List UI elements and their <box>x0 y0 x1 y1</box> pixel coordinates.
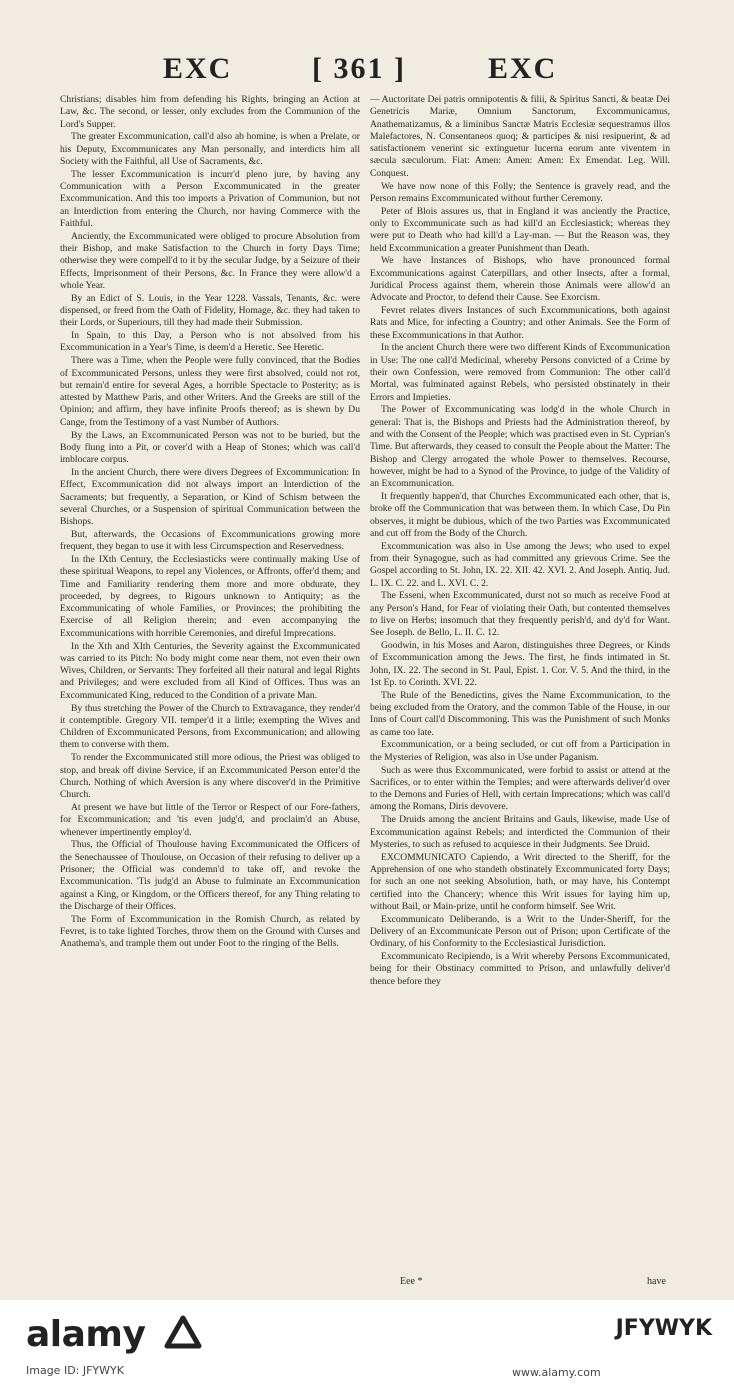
paragraph: In the ancient Church, there were divers Degrees of Excommunication: In Effect, Excommunication did not always import an Interdiction of the Sacraments; but frequently, a Separation, or Kind of Schism between the several Churches, or a Suspension of spiritual Communication between the Bishops. <box>60 466 360 528</box>
paragraph: The Esseni, when Excommunicated, durst not so much as receive Food at any Person's Hand, for Fear of violating their Oath, but contented themselves to live on Herbs; insomuch that they frequently perish'd, and dy'd for Want. See Joseph. de Bello, L. II. C. 12. <box>370 590 670 639</box>
paragraph: The lesser Excommunication is incurr'd pleno jure, by having any Communication with a Person Excommunicated in the greater Excommunication. And this too imports a Privation of Communion, but not an Interdiction from entering the Church, nor having Commerce with the Faithful. <box>60 168 360 229</box>
paragraph: EXCOMMUNICATO Capiendo, a Writ directed to the Sheriff, for the Apprehension of one who standeth obstinately Excommunicated forty Days; for such an one not seeking Absolution, hath, or may have, his Contempt certified into the Chancery; whence this Writ issues for laying him up, without Bail, or Main-prize, until he conform himself. See Writ. <box>370 851 670 912</box>
paragraph: Anciently, the Excommunicated were obliged to procure Absolution from their Bishop, and make Satisfaction to the Church in forty Days Time; otherwise they were compell'd to it by the secular Judge, by a Seizure of their Effects, Imprisonment of their Persons, &c. In France they were allow'd a whole Year. <box>60 230 360 291</box>
paragraph: Peter of Blois assures us, that in England it was anciently the Practice, only to Excommunicate such as had kill'd an Ecclesiastick; whereas they were put to Death who had kill'd a Lay-man. — But the Reason was, they held Excommunication a greater Punishment than Death. <box>370 205 670 254</box>
paragraph: Excommunication was also in Use among the Jews; who used to expel from their Synagogue, such as had committed any grievous Crime. See the Gospel according to St. John, IX. 22. XII. 42. XVI. 2. And Joseph. Antiq. Jud. L. IX. C. 22. and L. XVI. C. 2. <box>370 540 670 589</box>
paragraph: Excommunicato Deliberando, is a Writ to the Under-Sheriff, for the Delivery of an Excommunicate Person out of Prison; upon Certificate of the Ordinary, of his Conformity to the Ecclesiastical Jurisdiction. <box>370 913 670 950</box>
catchword: have <box>647 1276 666 1287</box>
watermark-logo <box>26 1312 203 1355</box>
paragraph: — Auctoritate Dei patris omnipotentis & filii, & Spiritus Sancti, & beatæ Dei Genetricis Mariæ, Omnium Sanctorum, Excommunicamus, Anathematizamus, & a liminibus Sanctæ Matris Ecclesiæ sequestramus illos Malefactores, N. Consentaneos quoq; & participes & nisi resipuerint, & ad satisfactionem venerint sic extinguetur lucerna eorum ante viventem in sæcula sæculorum. Fiat: Amen: Amen: Amen: Ex Emendat. Leg. Will. Conquest. <box>370 94 670 179</box>
paragraph: The Power of Excommunicating was lodg'd in the whole Church in general: That is, the Bishops and Priests had the Administration thereof, by and with the Consent of the People; which was practised even in St. Cyprian's Time. But afterwards, they ceased to consult the People about the Matter: The Bishop and Clergy arrogated the whole Power to themselves. Recourse, however, might be had to a Synod of the Province, to judge of the Validity of an Excommunication. <box>370 404 670 490</box>
paragraph: In the IXth Century, the Ecclesiasticks were continually making Use of these spiritual Weapons, to repel any Violences, or Affronts, offer'd them; and Time and Familiarity rendering them more and more obdurate, they proceeded, by degrees, to Rigours unknown to Antiquity; as the Excommunicating of whole Families, or Provinces; the prohibiting the Exercise of all Religion therein; and even accompanying the Excommunications with horrible Ceremonies, and direful Imprecations. <box>60 553 360 639</box>
paragraph: Thus, the Official of Thoulouse having Excommunicated the Officers of the Senechaussee of Thoulouse, on Occasion of their refusing to deliver up a Prisoner; the Official was condemn'd to take off, and revoke the Excommunication. 'Tis judg'd an Abuse to fulminate an Excommunication against a King, or Kingdom, or the Officers thereof, for any Thing relating to the Discharge of their Offices. <box>60 839 360 912</box>
paragraph: We have Instances of Bishops, who have pronounced formal Excommunications against Caterpillars, and other Insects, after a formal, Juridical Process against them, wherein those Animals were allow'd an Advocate and Proctor, to defend their Cause. See Exorcism. <box>370 255 670 304</box>
paragraph: Such as were thus Excommunicated, were forbid to assist or attend at the Sacrifices, or to enter within the Temples; and were afterwards deliver'd over to the Demons and Furies of Hell, with certain Imprecations; which was call'd among the Romans, Diris devovere. <box>370 764 670 813</box>
paragraph: There was a Time, when the People were fully convinced, that the Bodies of Excommunicated Persons, unless they were first absolved, could not rot, but remain'd entire for several Ages, a horrible Spectacle to Posterity; as is attested by Matthew Paris, and other Writers. And the Greeks are still of the Opinion; and affirm, they have infinite Proofs thereof; as is shewn by Du Cange, from the Testimony of a vast Number of Authors. <box>60 355 360 428</box>
header-page-number: [ 361 ] <box>312 52 406 85</box>
header-right-running-head: EXC <box>488 52 558 85</box>
paragraph: But, afterwards, the Occasions of Excommunications growing more frequent, they began to use it with less Circumspection and Reservedness. <box>60 528 360 553</box>
page-header <box>0 52 734 92</box>
paragraph: In the Xth and XIth Centuries, the Severity against the Excommunicated was carried to its Pitch: No body might come near them, not even their own Wives, Children, or Servants: They forfeited all their natural and legal Rights and Privileges; and were excluded from all Kind of Offices. Thus was an Excommunicated King, reduced to the Condition of a private Man. <box>60 640 360 701</box>
left-column <box>60 94 360 1274</box>
paragraph: The Druids among the ancient Britains and Gauls, likewise, made Use of Excommunication against Rebels; and interdicted the Communion of their Mysteries, to such as refused to acquiesce in their Judgments. See Druid. <box>370 814 670 850</box>
paragraph: The greater Excommunication, call'd also ab homine, is when a Prelate, or his Deputy, Excommunicates any Man personally, and interdicts him all Society with the Faithful, all Use of Sacraments, &c. <box>60 131 360 167</box>
paragraph: In Spain, to this Day, a Person who is not absolved from his Excommunication in a Year's Time, is deem'd a Heretic. See Heretic. <box>60 330 360 354</box>
paragraph: At present we have but little of the Terror or Respect of our Fore-fathers, for Excommunication; and 'tis even judg'd, and proclaim'd an Abuse, whenever impertinently employ'd. <box>60 801 360 838</box>
paragraph: Christians; disables him from defending his Rights, bringing an Action at Law, &c. The second, or lesser, only excludes from the Communion of the Lord's Supper. <box>60 94 360 130</box>
paragraph: The Form of Excommunication in the Romish Church, as related by Fevret, is to take lighted Torches, throw them on the Ground with Curses and Anathema's, and trample them out under Foot to the ringing of the Bells. <box>60 913 360 950</box>
paragraph: In the ancient Church there were two different Kinds of Excommunication in Use: The one call'd Medicinal, whereby Persons convicted of a Crime by their own Confession, were removed from Communion: The other call'd Mortal, was fulminated against Rebels, who persisted obstinately in their Errors and Impieties. <box>370 342 670 403</box>
signature-mark: Eee * <box>400 1276 423 1287</box>
watermark-url: www.alamy.com <box>512 1366 601 1379</box>
logo-text: alamy <box>26 1314 146 1355</box>
paragraph: Excommunication, or a being secluded, or cut off from a Participation in the Mysteries of Religion, was also in Use under Paganism. <box>370 739 670 763</box>
paragraph: By an Edict of S. Louis, in the Year 1228. Vassals, Tenants, &c. were dispensed, or freed from the Oath of Fidelity, Homage, &c. they had taken to their Lords, or Superiours, till they had made their Submission. <box>60 292 360 329</box>
right-column <box>370 94 670 1274</box>
paragraph: By the Laws, an Excommunicated Person was not to be buried, but the Body flung into a Pit, or cover'd with a Heap of Stones; which was call'd imblocare corpus. <box>60 429 360 466</box>
paragraph: To render the Excommunicated still more odious, the Priest was obliged to stop, and break off divine Service, if an Excommunicated Person enter'd the Church. Nothing of which Aversion is any where discover'd in the Primitive Church. <box>60 752 360 801</box>
header-left-running-head: EXC <box>163 52 233 85</box>
watermark-image-id: Image ID: JFYWYK <box>26 1364 124 1377</box>
page-footer <box>0 1276 734 1290</box>
paragraph: It frequently happen'd, that Churches Excommunicated each other, that is, broke off the Communication that was between them. In which Case, Du Pin observes, it might be dubious, which of the two Parties was Excommunicated and cut off from the Body of the Church. <box>370 491 670 539</box>
logo-arrow-icon <box>163 1312 203 1352</box>
paragraph: Excommunicato Recipiendo, is a Writ whereby Persons Excommunicated, being for their Obstinacy committed to Prison, and unlawfully deliver'd thence before they <box>370 950 670 987</box>
paragraph: Fevret relates divers Instances of such Excommunications, both against Rats and Mice, for infecting a Country; and other Animals. See the Form of these Excommunications in that Author. <box>370 305 670 341</box>
paragraph: The Rule of the Benedictins, gives the Name Excommunication, to the being excluded from the Oratory, and the common Table of the House, in our Inns of Court call'd Discommoning. This was the Punishment of such Monks as came too late. <box>370 689 670 738</box>
paragraph: We have now none of this Folly; the Sentence is gravely read, and the Person remains Excommunicated without further Ceremony. <box>370 180 670 204</box>
paragraph: By thus stretching the Power of the Church to Extravagance, they render'd it contemptible. Gregory VII. temper'd it a little; exempting the Wives and Children of Excommunicated Persons, from Excommunication; and allowing them to converse with them. <box>60 702 360 751</box>
paragraph: Goodwin, in his Moses and Aaron, distinguishes three Degrees, or Kinds of Excommunication among the Jews. The first, he finds intimated in St. John, IX. 22. The second in St. Paul, Epist. 1. Cor. V. 5. And the third, in the 1st Ep. to Corinth. XVI. 22. <box>370 640 670 688</box>
watermark-big-id: JFYWYK <box>615 1316 712 1341</box>
